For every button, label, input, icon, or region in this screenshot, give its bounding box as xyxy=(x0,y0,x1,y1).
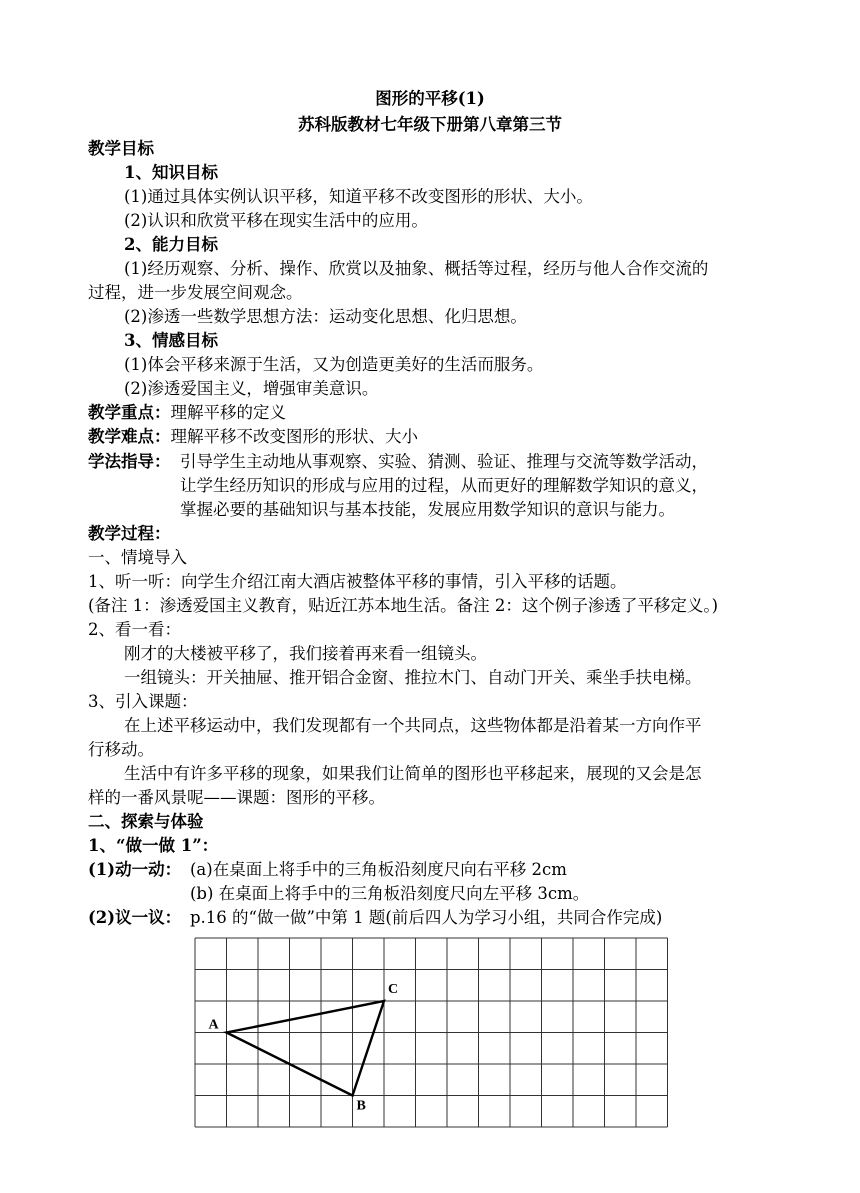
difficulty-row xyxy=(88,426,418,448)
look-heading: 2、看一看： xyxy=(88,620,181,639)
vertex-label: B xyxy=(356,1098,366,1114)
intro-p2-line-1: 生活中有许多平移的现象，如果我们让简单的图形也平移起来，展现的又会是怎 xyxy=(124,764,702,783)
knowledge-heading: 1、知识目标 xyxy=(124,163,218,182)
intro-p1-line-1: 在上述平移运动中，我们发现都有一个共同点，这些物体都是沿着某一方向作平 xyxy=(124,716,702,735)
part2-heading: 二、探索与体验 xyxy=(88,812,204,831)
method-line-1: 引导学生主动地从事观察、实验、猜测、验证、推理与交流等数学活动， xyxy=(180,452,708,471)
do-heading: 1、“做一做 1”： xyxy=(88,836,219,855)
ability-item-1-line-2: 过程，进一步发展空间观念。 xyxy=(88,283,303,302)
emotion-item-1: (1)体会平移来源于生活，又为创造更美好的生活而服务。 xyxy=(124,355,544,374)
emotion-heading: 3、情感目标 xyxy=(124,331,218,350)
knowledge-item-2: (2)认识和欣赏平移在现实生活中的应用。 xyxy=(124,211,428,230)
document-subtitle: 苏科版教材七年级下册第八章第三节 xyxy=(298,115,562,134)
intro-p1-line-2: 行移动。 xyxy=(88,740,154,759)
translation-grid-figure xyxy=(193,936,669,1128)
objectives-heading: 教学目标 xyxy=(88,139,154,158)
knowledge-item-1: (1)通过具体实例认识平移，知道平移不改变图形的形状、大小。 xyxy=(124,187,593,206)
ability-heading: 2、能力目标 xyxy=(124,235,218,254)
intro-p2-line-2: 样的一番风景呢——课题：图形的平移。 xyxy=(88,788,385,807)
emotion-item-2: (2)渗透爱国主义，增强审美意识。 xyxy=(124,379,379,398)
discuss-label: (2)议一议： xyxy=(88,908,182,927)
document-title: 图形的平移(1) xyxy=(375,89,485,108)
vertex-label: A xyxy=(208,1017,219,1033)
difficulty-label: 教学难点： xyxy=(88,427,171,446)
discuss-text: p.16 的“做一做”中第 1 题(前后四人为学习小组，共同合作完成) xyxy=(190,908,663,927)
method-line-2: 让学生经历知识的形成与应用的过程，从而更好的理解数学知识的意义， xyxy=(180,476,708,495)
note-line: (备注 1：渗透爱国主义教育，贴近江苏本地生活。备注 2：这个例子渗透了平移定义。) xyxy=(88,596,719,615)
look-line-1: 刚才的大楼被平移了，我们接着再来看一组镜头。 xyxy=(124,644,487,663)
part1-heading: 一、情境导入 xyxy=(88,548,187,567)
move-label: (1)动一动： xyxy=(88,860,182,879)
ability-item-1-line-1: (1)经历观察、分析、操作、欣赏以及抽象、概括等过程，经历与他人合作交流的 xyxy=(124,259,709,278)
triangle-abc xyxy=(227,1001,385,1096)
method-line-3: 掌握必要的基础知识与基本技能，发展应用数学知识的意识与能力。 xyxy=(180,500,675,519)
method-label: 学法指导： xyxy=(88,452,171,471)
look-line-2: 一组镜头：开关抽屉、推开铝合金窗、推拉木门、自动门开关、乘坐手扶电梯。 xyxy=(124,668,702,687)
process-heading: 教学过程： xyxy=(88,524,171,543)
intro-heading: 3、引入课题： xyxy=(88,692,198,711)
key-point-label: 教学重点： xyxy=(88,403,171,422)
listen-line: 1、听一听：向学生介绍江南大酒店被整体平移的事情，引入平移的话题。 xyxy=(88,572,627,591)
difficulty-text: 理解平移不改变图形的形状、大小 xyxy=(170,427,418,446)
ability-item-2: (2)渗透一些数学思想方法：运动变化思想、化归思想。 xyxy=(124,307,527,326)
vertex-label: C xyxy=(388,982,399,997)
move-b: (b) 在桌面上将手中的三角板沿刻度尺向左平移 3cm。 xyxy=(190,884,590,903)
move-a: (a)在桌面上将手中的三角板沿刻度尺向右平移 2cm xyxy=(190,860,567,879)
key-point-text: 理解平移的定义 xyxy=(170,403,286,422)
key-point-row xyxy=(88,402,286,424)
